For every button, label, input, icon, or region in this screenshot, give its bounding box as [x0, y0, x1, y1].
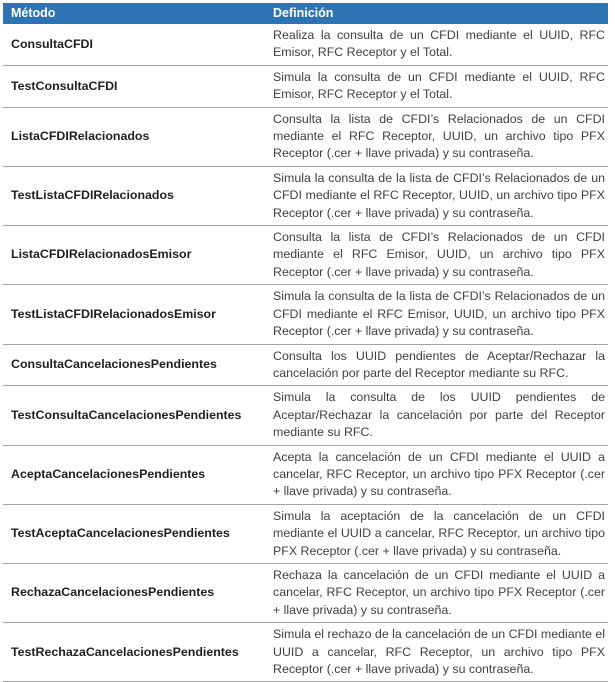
- table-row: [3, 504, 608, 563]
- table-row: [3, 344, 608, 386]
- definition-cell: Simula la consulta de los UUID pendientes de Aceptar/Rechazar la cancelación por parte del Receptor mediante su RFC.: [267, 386, 608, 445]
- method-cell: AceptaCancelacionesPendientes: [3, 445, 267, 504]
- method-cell: TestConsultaCancelacionesPendientes: [3, 386, 267, 445]
- column-header-metodo: Método: [3, 3, 267, 24]
- method-cell: ListaCFDIRelacionados: [3, 107, 267, 166]
- definition-cell: Consulta la lista de CFDI’s Relacionados de un CFDI mediante el RFC Emisor, UUID, un archivo tipo PFX Receptor (.cer + llave privada) y su contraseña.: [267, 226, 608, 285]
- definition-cell: Simula el rechazo de la cancelación de un CFDI mediante el UUID a cancelar, RFC Receptor, un archivo tipo PFX Receptor (.cer + llave privada) y su contraseña.: [267, 623, 608, 682]
- method-cell: TestListaCFDIRelacionadosEmisor: [3, 285, 267, 344]
- method-cell: TestAceptaCancelacionesPendientes: [3, 504, 267, 563]
- method-cell: ConsultaCFDI: [3, 24, 267, 65]
- definition-cell: Consulta los UUID pendientes de Aceptar/Rechazar la cancelación por parte del Receptor mediante su RFC.: [267, 344, 608, 386]
- methods-table: [3, 3, 608, 682]
- table-row: [3, 65, 608, 107]
- table-row: [3, 386, 608, 445]
- method-cell: ConsultaCancelacionesPendientes: [3, 344, 267, 386]
- method-cell: RechazaCancelacionesPendientes: [3, 563, 267, 622]
- table-row: [3, 107, 608, 166]
- definition-cell: Simula la consulta de un CFDI mediante el UUID, RFC Emisor, RFC Receptor y el Total.: [267, 65, 608, 107]
- definition-cell: Simula la aceptación de la cancelación de un CFDI mediante el UUID a cancelar, RFC Receptor, un archivo tipo PFX Receptor (.cer + llave privada) y su contraseña.: [267, 504, 608, 563]
- table-row: [3, 226, 608, 285]
- table-header: [3, 3, 608, 24]
- table-row: [3, 563, 608, 622]
- table-row: [3, 24, 608, 65]
- table-row: [3, 623, 608, 682]
- definition-cell: Simula la consulta de la lista de CFDI’s Relacionados de un CFDI mediante el RFC Receptor, UUID, un archivo tipo PFX Receptor (.cer + llave privada) y su contraseña.: [267, 166, 608, 225]
- definition-cell: Consulta la lista de CFDI’s Relacionados de un CFDI mediante el RFC Receptor, UUID, un archivo tipo PFX Receptor (.cer + llave privada) y su contraseña.: [267, 107, 608, 166]
- definition-cell: Simula la consulta de la lista de CFDI’s Relacionados de un CFDI mediante el RFC Emisor, UUID, un archivo tipo PFX Receptor (.cer + llave privada) y su contraseña.: [267, 285, 608, 344]
- method-cell: TestConsultaCFDI: [3, 65, 267, 107]
- table-row: [3, 445, 608, 504]
- column-header-definicion: Definición: [267, 3, 608, 24]
- definition-cell: Acepta la cancelación de un CFDI mediante el UUID a cancelar, RFC Receptor, un archivo tipo PFX Receptor (.cer + llave privada) y su contraseña.: [267, 445, 608, 504]
- header-row: [3, 3, 608, 24]
- method-cell: TestListaCFDIRelacionados: [3, 166, 267, 225]
- table-row: [3, 166, 608, 225]
- definition-cell: Rechaza la cancelación de un CFDI mediante el UUID a cancelar, RFC Receptor, un archivo tipo PFX Receptor (.cer + llave privada) y su contraseña.: [267, 563, 608, 622]
- definition-cell: Realiza la consulta de un CFDI mediante el UUID, RFC Emisor, RFC Receptor y el Total.: [267, 24, 608, 65]
- table-row: [3, 285, 608, 344]
- table-body: [3, 24, 608, 682]
- method-cell: ListaCFDIRelacionadosEmisor: [3, 226, 267, 285]
- method-cell: TestRechazaCancelacionesPendientes: [3, 623, 267, 682]
